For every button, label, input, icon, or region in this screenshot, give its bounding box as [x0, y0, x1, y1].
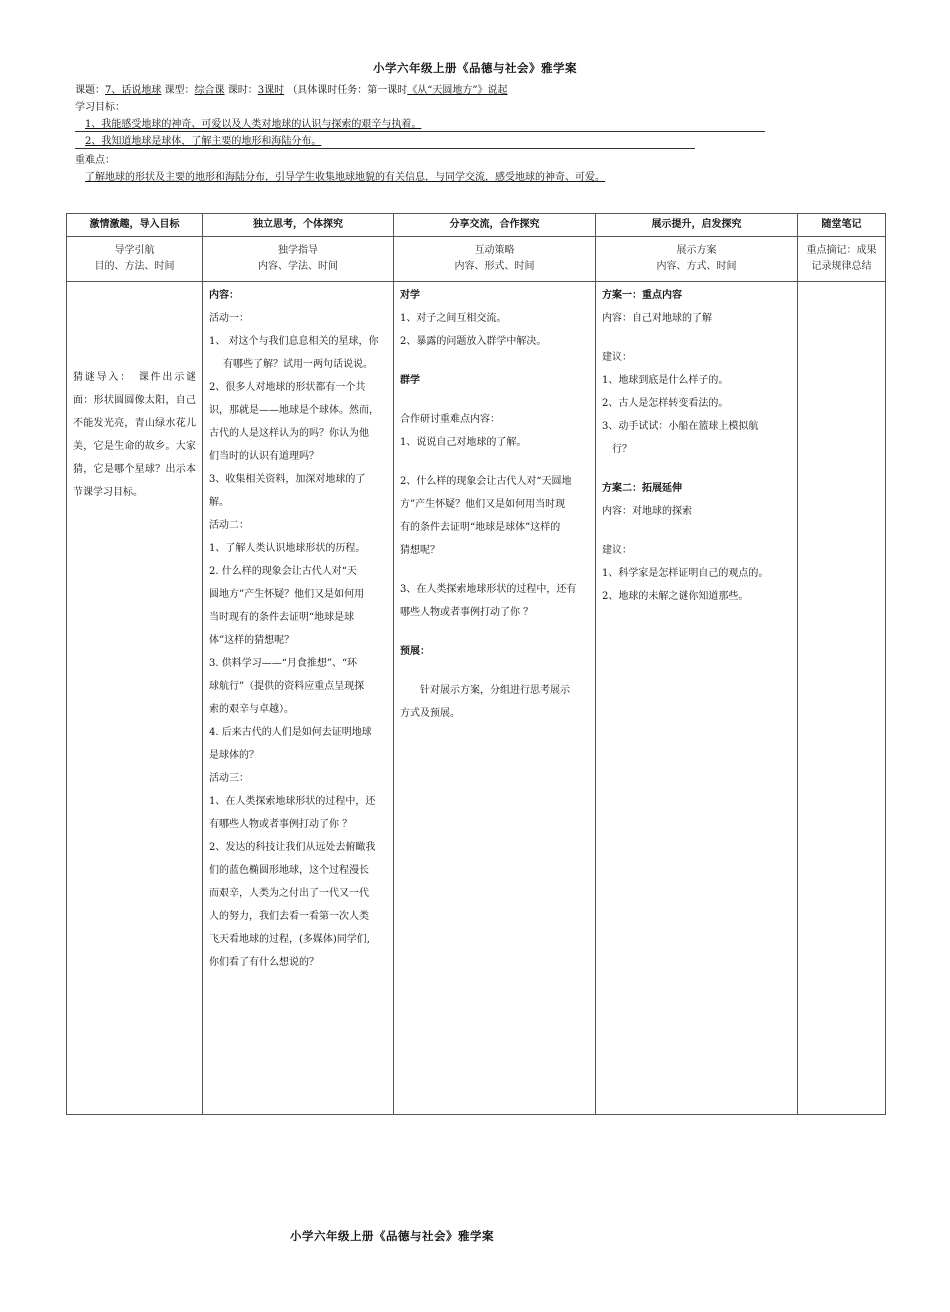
type-label: 课型：: [164, 85, 195, 96]
lesson-label: 课题：: [75, 85, 105, 96]
table-subheader-row: [67, 237, 886, 282]
header-col5: 随堂笔记: [798, 214, 886, 237]
task-label: （具体课时任务：第一课时: [287, 85, 408, 96]
activity3-label: 活动三：: [209, 773, 249, 784]
col3-cell: 对学 1、对子之间互相交流。 2、暴露的问题放入群学中解决。 群学 合作研讨重难点内容： 1、说说自己对地球的了解。 2、什么样的现象会让古代人对“天圆地 方”产生怀疑？他们又是如何用当时现 有的条件去证明“地球是球体”这样的 猜想呢？ 3、在人类探索地球形状的过程中，还有 哪些人物或者事例打动了你 ？ 预展： 针对展示方案，分组进行思考展示 方式及预展。: [394, 282, 596, 1115]
notes-cell[interactable]: [798, 282, 886, 1115]
lesson-value: 7、话说地球: [105, 85, 162, 96]
subheader-col5: 重点摘记：成果 记录规律总结: [798, 237, 886, 282]
header-col3: 分享交流，合作探究: [394, 214, 596, 237]
subheader-col4: 展示方案 内容、方式、时间: [596, 237, 798, 282]
task-value: 《从“天圆地方”》说起: [407, 85, 508, 96]
table-header-row: [67, 214, 886, 237]
col1-cell: [67, 282, 203, 1115]
table-body-row: [67, 282, 886, 1115]
key-text: 了解地球的形状及主要的地形和海陆分布，引导学生收集地球地貌的有关信息，与同学交流，感受地球的神奇、可爱。: [85, 172, 605, 183]
goal-1: 1、我能感受地球的神奇、可爱以及人类对地球的认识与探索的艰辛与执着。: [75, 118, 765, 132]
footer-title: 小学六年级上册《品德与社会》雅学案: [290, 1229, 494, 1243]
lesson-meta-line: [75, 84, 508, 98]
hours-label: 课时：: [227, 85, 258, 96]
subheader-col3: 互动策略 内容、形式、时间: [394, 237, 596, 282]
col1-text: 猜谜导入： 课件出示谜面：形状圆圆像太阳，自己不能发光亮，青山绿水花儿美，它是生命的故乡。大家猜，它是哪个星球？出示本节课学习目标。: [73, 372, 196, 498]
subheader-col2: 独学指导 内容、学法、时间: [203, 237, 394, 282]
activity2-label: 活动二：: [209, 520, 249, 531]
col4-cell: 方案一：重点内容 内容：自己对地球的了解 建议： 1、地球到底是什么样子的。 2、古人是怎样转变看法的。 3、动手试试：小船在篮球上模拟航 行？ 方案二：拓展延伸 内容：对地球的探索 建议： 1、科学家是怎样证明自己的观点的。 2、地球的未解之谜你知道那些。: [596, 282, 798, 1115]
activity1-label: 活动一：: [209, 313, 249, 324]
header-col1: 激情激趣，导入目标: [67, 214, 203, 237]
type-value: 综合课: [194, 85, 225, 96]
lesson-plan-table: [66, 213, 886, 1115]
group-study-label: 群学: [400, 375, 420, 386]
hours-value: 3课时: [257, 85, 285, 96]
pair-study-label: 对学: [400, 290, 420, 301]
plan2-label: 方案二：拓展延伸: [602, 483, 682, 494]
header-col2: 独立思考，个体探究: [203, 214, 394, 237]
col2-title: 内容：: [209, 290, 239, 301]
plan1-label: 方案一：重点内容: [602, 290, 682, 301]
page-title: 小学六年级上册《品德与社会》雅学案: [373, 61, 577, 75]
goal-2: 2、我知道地球是球体，了解主要的地形和海陆分布。: [75, 135, 695, 149]
header-col4: 展示提升，启发探究: [596, 214, 798, 237]
subheader-col1: 导学引航 目的、方法、时间: [67, 237, 203, 282]
key-label: 重难点：: [75, 155, 115, 166]
preview-label: 预展：: [400, 646, 430, 657]
goals-label: 学习目标：: [75, 102, 125, 113]
col2-cell: 内容： 活动一： 1、 对这个与我们息息相关的星球，你 有哪些了解？试用一两句话说说。 2、很多人对地球的形状都有一个共 识，那就是——地球是个球体。然而， 古代的人是这样认为的吗？你认为他 们当时的认识有道理吗？ 3、收集相关资料，加深对地球的了 解。 活动二： 1、了解人类认识地球形状的历程。 2. 什么样的现象会让古代人对“天 圆地方”产生怀疑？他们又是如何用 当时现有的条件去证明“地球是球 体”这样的猜想呢？ 3. 供料学习——“月食推想”、“环 球航行”（提供的资料应重点呈现探 索的艰辛与卓越）。 4. 后来古代的人们是如何去证明地球 是球体的？ 活动三： 1、在人类探索地球形状的过程中，还 有哪些人物或者事例打动了你 ？ 2、发达的科技让我们从远处去俯瞰我 们的蓝色椭圆形地球，这个过程漫长 而艰辛，人类为之付出了一代又一代 人的努力，我们去看一看第一次人类 飞天看地球的过程，(多媒体)同学们, 你们看了有什么想说的？: [203, 282, 394, 1115]
